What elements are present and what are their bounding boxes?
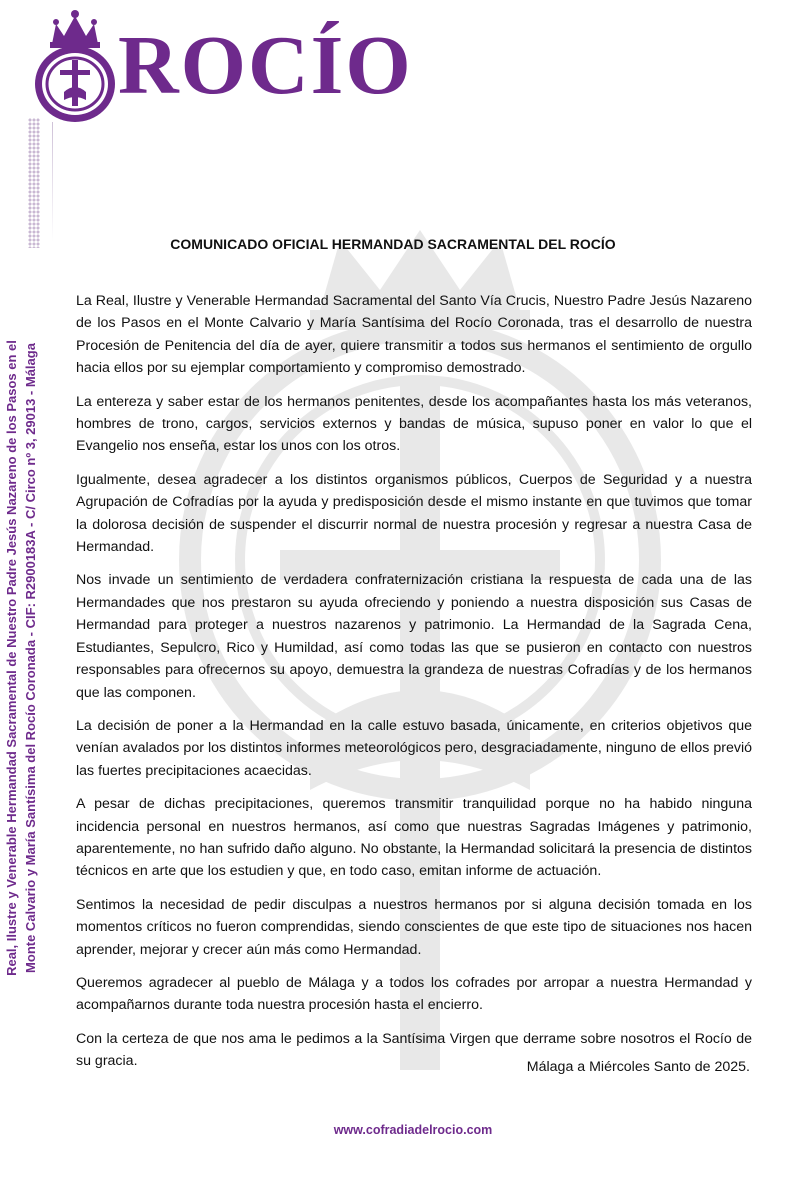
paragraph: La decisión de poner a la Hermandad en la calle estuvo basada, únicamente, en criterios objetivos que venían avalados por los distintos informes meteorológicos pero, desgraciadamente, ninguno de ellos previó las fuertes precipitaciones acaecidas. (76, 717, 752, 779)
paragraph: Sentimos la necesidad de pedir disculpas a nuestros hermanos por si alguna decisión tomada en los momentos críticos no fueron comprendidas, siendo conscientes de que este tipo de situaciones nos hacen aprender, mejorar y crecer aún más como Hermandad. (76, 896, 752, 958)
paragraph: Con la certeza de que nos ama le pedimos a la Santísima Virgen que derrame sobre nosotros el Rocío de su gracia. (76, 1030, 752, 1070)
brotherhood-crest (30, 8, 120, 129)
paragraph: Nos invade un sentimiento de verdadera confraternización cristiana la respuesta de cada una de las Hermandades que nos prestaron su ayuda ofreciendo y poniendo a nuestra disposición sus Casas de Hermandad para proteger a nuestros nazarenos y patrimonio. La Hermandad de la Sagrada Cena, Estudiantes, Sepulcro, Rico y Humildad, así como todas las que se pusieron en contacto con nuestros responsables para ofrecernos su apoyo, demuestra la grandeza de nuestras Cofradías y de los hermanos que las componen. (76, 572, 752, 701)
sidebar-line-2: Monte Calvario y María Santísima del Rocío Coronada - CIF: R2900183A - C/ Circo nº 3, 29013 - Málaga (23, 343, 38, 973)
paragraph: A pesar de dichas precipitaciones, queremos transmitir tranquilidad porque no ha habido ninguna incidencia personal en nuestros hermanos, así como que nuestras Sagradas Imágenes y patrimonio, aparentemente, no han sufrido daño alguno. No obstante, la Hermandad solicitará la presencia de distintos técnicos en arte que los estudien y que, en todo caso, emitan informe de actuación. (76, 796, 752, 880)
brand-wordmark: ROCÍO (118, 19, 413, 112)
paragraph: La entereza y saber estar de los hermanos penitentes, desde los acompañantes hasta los más veteranos, hombres de trono, cargos, servicios externos y bandas de música, supuso poner en valor lo que el Evangelio nos enseña, estar los unos con los otros. (76, 393, 752, 455)
paragraph: Queremos agradecer al pueblo de Málaga y a todos los cofrades por arropar a nuestra Hermandad y acompañarnos durante toda nuestra procesión hasta el encierro. (76, 974, 752, 1014)
sidebar-legal-address (2, 278, 50, 1038)
signoff-date: Málaga a Miércoles Santo de 2025. (526, 1059, 750, 1075)
document-body (76, 290, 752, 1084)
decorative-dot-pattern (28, 118, 40, 248)
footer-website-link[interactable]: www.cofradiadelrocio.com (333, 1123, 493, 1137)
decorative-divider (52, 122, 53, 242)
paragraph: Igualmente, desea agradecer a los distintos organismos públicos, Cuerpos de Seguridad y a nuestra Agrupación de Cofradías por la ayuda y predisposición desde el mismo instante en que tuvimos que tomar la dolorosa decisión de suspender el discurrir normal de nuestra procesión y regresar a nuestra Casa de Hermandad. (76, 471, 752, 556)
crest-icon (30, 8, 120, 124)
paragraph: La Real, Ilustre y Venerable Hermandad Sacramental del Santo Vía Crucis, Nuestro Padre Jesús Nazareno de los Pasos en el Monte Calvario y María Santísima del Rocío Coronada, tras el desarrollo de nuestra Procesión de Penitencia del día de ayer, quiere transmitir a todos sus hermanos el sentimiento de orgullo hacia ellos por su ejemplar comportamiento y compromiso demostrado. (76, 293, 752, 377)
sidebar-line-1: Real, Ilustre y Venerable Hermandad Sacramental de Nuestro Padre Jesús Nazareno de los Pasos en el (4, 340, 19, 976)
document-title: COMUNICADO OFICIAL HERMANDAD SACRAMENTAL DEL ROCÍO (170, 236, 616, 252)
